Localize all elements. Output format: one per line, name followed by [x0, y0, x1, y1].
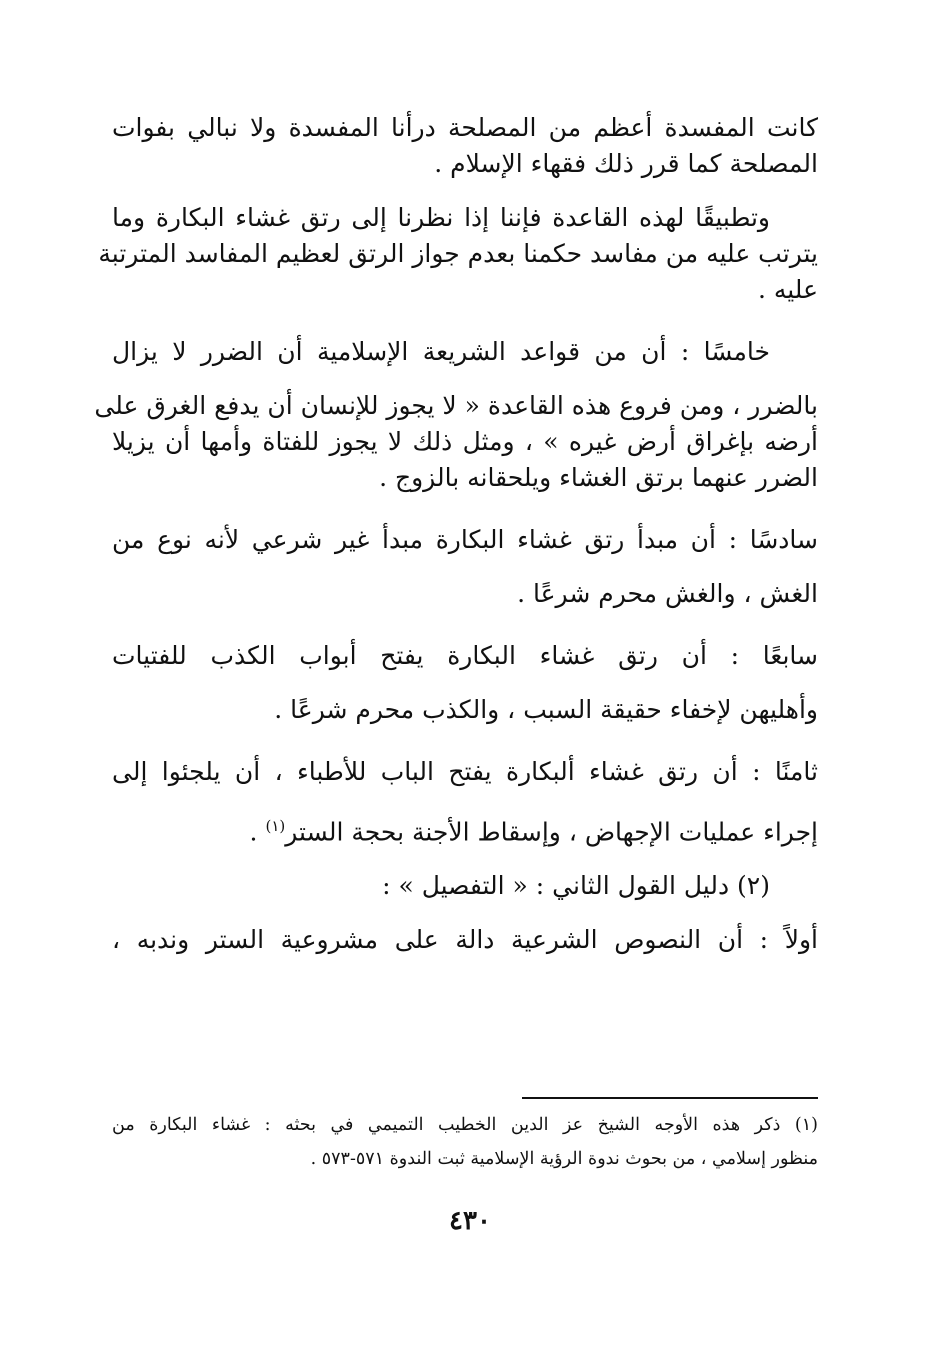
text-line: خامسًا : أن من قواعد الشريعة الإسلامية أن الضرر لا يزال [112, 337, 770, 366]
footnote-line: (١) ذكر هذه الأوجه الشيخ عز الدين الخطيب التميمي في بحثه : غشاء البكارة من [112, 1115, 818, 1135]
text-line: بالضرر ، ومن فروع هذه القاعدة « لا يجوز للإنسان أن يدفع الغرق على [94, 391, 818, 420]
text-line: سادسًا : أن مبدأ رتق غشاء البكارة مبدأ غير شرعي لأنه نوع من [112, 525, 818, 554]
footnote-marker[interactable]: (١) [265, 817, 286, 835]
line-text: إجراء عمليات الإجهاض ، وإسقاط الأجنة بحجة الستر [285, 817, 818, 847]
text-line: ثامنًا : أن رتق غشاء ألبكارة يفتح الباب للأطباء ، أن يلجئوا إلى [112, 757, 818, 786]
text-line: عليه . [757, 275, 818, 304]
page-number: ٤٣٠ [449, 1206, 491, 1236]
line-end: . [249, 817, 266, 847]
text-line: أولاً : أن النصوص الشرعية دالة على مشروعية الستر وندبه ، [112, 925, 818, 955]
text-line: وتطبيقًا لهذه القاعدة فإننا إذا نظرنا إلى رتق غشاء البكارة وما [112, 203, 770, 232]
footnotes [112, 1108, 818, 1176]
paragraph-first-evidence [112, 922, 818, 958]
paragraph-eighth [112, 754, 818, 850]
paragraph-2 [98, 200, 818, 308]
text-line: الغش ، والغش محرم شرعًا . [517, 579, 818, 608]
section-heading-second-opinion [112, 868, 818, 904]
paragraph-seventh [112, 638, 818, 728]
paragraph-sixth [112, 522, 818, 612]
text-line: وأهليهن لإخفاء حقيقة السبب ، والكذب محرم شرعًا . [274, 695, 818, 724]
text-line-with-footnote [112, 808, 818, 850]
text-line: الضرر عنهما برتق الغشاء ويلحقانه بالزوج . [379, 463, 818, 492]
footnote-divider [522, 1097, 818, 1099]
text-line: المصلحة كما قرر ذلك فقهاء الإسلام . [434, 149, 818, 178]
text-line: يترتب عليه من مفاسد حكمنا بعدم جواز الرتق لعظيم المفاسد المترتبة [98, 239, 818, 268]
paragraph-1 [112, 110, 818, 182]
text-line: أرضه بإغراق أرض غيره » ، ومثل ذلك لا يجوز للفتاة وأمها أن يزيلا [112, 427, 818, 456]
text-line: كانت المفسدة أعظم من المصلحة درأنا المفسدة ولا نبالي بفوات [112, 113, 818, 142]
main-text [94, 110, 818, 958]
heading-line: (٢) دليل القول الثاني : « التفصيل » : [382, 871, 770, 901]
paragraph-fifth [94, 334, 818, 496]
footnote-line: منظور إسلامي ، من بحوث ندوة الرؤية الإسلامية ثبت الندوة ٥٧١-٥٧٣ . [310, 1149, 818, 1169]
text-line: سابعًا : أن رتق غشاء البكارة يفتح أبواب الكذب للفتيات [112, 641, 818, 670]
